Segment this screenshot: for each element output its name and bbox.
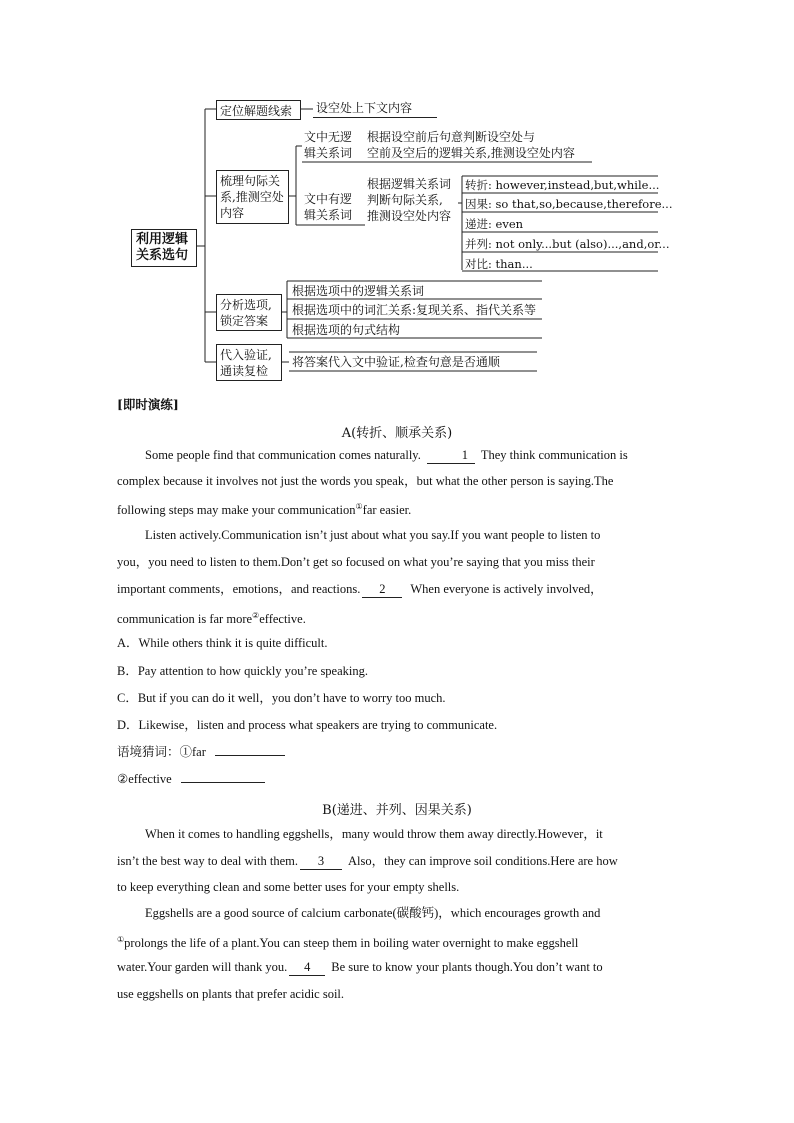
b-p2-line1: Eggshells are a good source of calcium carbonate(碳酸钙)，which encourages growth and (145, 906, 601, 920)
a-p2-line3-text: important comments，emotions，and reactions. (117, 582, 361, 596)
verify-method: 将答案代入文中验证,检查句意是否通顺 (292, 355, 500, 369)
has-logic-method-line3: 推测设空处内容 (367, 209, 452, 223)
no-logic-word-line2: 辑关系词 (304, 146, 353, 160)
a-p1-line1-text2: They think communication is (480, 448, 628, 462)
mindmap-node-locate-clues-label: 定位解题线索 (220, 104, 293, 118)
a-p1-line2: complex because it involves not just the words you speak，but what the other person is saying.The (117, 474, 614, 488)
a-p1-line1-text: Some people find that communication comes naturally. (145, 448, 421, 462)
has-logic-word-line2: 辑关系词 (304, 208, 353, 222)
b-p2-line3-text: water.Your garden will thank you. (117, 960, 288, 974)
a-p1-line3-text: following steps may make your communication (117, 503, 356, 518)
blank-2[interactable]: 2 (362, 581, 402, 598)
mindmap-root-line2: 关系选句 (136, 248, 189, 263)
node2-line1: 梳理句际关 (220, 174, 281, 188)
no-logic-word-method (367, 129, 575, 161)
option-clue-sentence-structure: 根据选项的句式结构 (292, 323, 401, 337)
underline (313, 117, 437, 118)
option-b[interactable]: B．Pay attention to how quickly you’re speaking. (117, 664, 369, 678)
no-logic-method-line2: 空前及空后的逻辑关系,推测设空处内容 (367, 146, 575, 160)
a-p2-line4-text2: effective. (259, 612, 306, 627)
option-c[interactable]: C．But if you can do it well，you don’t have to worry too much. (117, 691, 446, 705)
a-p2-line2: you，you need to listen to them.Don’t get so focused on what you’re saying that you miss their (117, 555, 595, 569)
has-logic-method-line1: 根据逻辑关系词 (367, 177, 452, 191)
mindmap-node-sort-relations (216, 170, 289, 224)
marker-1: ① (355, 502, 363, 511)
node4-line2: 通读复检 (220, 364, 269, 378)
context-guess-item2: ②effective (117, 772, 172, 786)
node4-line1: 代入验证, (220, 348, 272, 362)
has-logic-word-line1: 文中有逻 (304, 192, 353, 206)
mindmap-node-locate-clues (216, 100, 301, 120)
node2-line3: 内容 (220, 206, 245, 220)
a-p1-line3 (117, 499, 679, 518)
context-guess-line1 (117, 744, 679, 760)
no-logic-word-line1: 文中无逻 (304, 130, 353, 144)
has-logic-word-label (304, 191, 352, 223)
marker-2: ② (252, 611, 260, 620)
context-answer-1[interactable] (215, 755, 285, 756)
b-p1-line2 (117, 853, 679, 870)
blank-4[interactable]: 4 (289, 959, 325, 976)
has-logic-method-line2: 判断句际关系, (367, 193, 443, 207)
a-p2-line4-text: communication is far more (117, 612, 253, 627)
context-answer-2[interactable] (181, 782, 265, 783)
context-guess-label: 语境猜词：①far (117, 745, 206, 759)
mindmap-root-line1: 利用逻辑 (136, 232, 189, 247)
a-p2-line1: Listen actively.Communication isn’t just about what you say.If you want people to listen to (145, 528, 601, 542)
node2-line2: 系,推测空处 (220, 190, 284, 204)
relation-progression: 递进: even (465, 217, 524, 231)
node3-line1: 分析选项, (220, 298, 272, 312)
b-p1-line2-text2: Also，they can improve soil conditions.Here are how (348, 854, 618, 868)
no-logic-method-line1: 根据设空前后句意判断设空处与 (367, 130, 536, 144)
b-p1-line3: to keep everything clean and some better uses for your empty shells. (117, 880, 460, 894)
option-clue-vocab-relations: 根据选项中的词汇关系:复现关系、指代关系等 (292, 303, 537, 317)
option-a[interactable]: A．While others think it is quite difficult. (117, 636, 328, 650)
b-p2-line3-text2: Be sure to know your plants though.You don’t want to (331, 960, 603, 974)
context-guess-line2 (117, 771, 679, 787)
b-p2-line2 (117, 932, 679, 951)
has-logic-word-method (367, 176, 451, 224)
mindmap-node-verify (216, 344, 282, 381)
a-p1-line1 (117, 447, 679, 464)
option-d[interactable]: D．Likewise，listen and process what speakers are trying to communicate. (117, 718, 498, 732)
relation-transition: 转折: however,instead,but,while... (465, 178, 660, 192)
b-p1-line2-text: isn’t the best way to deal with them. (117, 854, 298, 868)
no-logic-word-label (304, 129, 352, 161)
a-p2-line4 (117, 608, 679, 627)
mindmap-node-analyze-options (216, 294, 282, 331)
blank-3[interactable]: 3 (300, 853, 342, 870)
relation-cause-effect: 因果: so that,so,because,therefore... (465, 197, 673, 211)
b-p2-line4: use eggshells on plants that prefer acidic soil. (117, 987, 345, 1001)
mindmap-node-context: 设空处上下文内容 (316, 101, 413, 115)
a-p1-line3-text2: far easier. (362, 503, 412, 518)
node3-line2: 锁定答案 (220, 314, 269, 328)
b-p1-line1: When it comes to handling eggshells，many would throw them away directly.However，it (145, 827, 603, 841)
blank-1[interactable]: 1 (427, 447, 475, 464)
b-p2-line3 (117, 959, 679, 976)
relation-contrast: 对比: than... (465, 257, 533, 271)
relation-parallel: 并列: not only...but (also)...,and,or... (465, 237, 670, 251)
mindmap-root (131, 229, 197, 267)
section-b-title: B(递进、并列、因果关系) (322, 803, 472, 818)
a-p2-line3 (117, 581, 679, 598)
option-clue-logic-words: 根据选项中的逻辑关系词 (292, 284, 425, 298)
marker-b1: ① (117, 935, 125, 944)
a-p2-line3-text2: When everyone is actively involved， (410, 582, 603, 596)
b-p2-line2-text: prolongs the life of a plant.You can steep them in boiling water overnight to make eggshell (124, 936, 579, 951)
practice-heading: [即时演练] (117, 397, 179, 412)
section-a-title: A(转折、顺承关系) (341, 426, 453, 441)
